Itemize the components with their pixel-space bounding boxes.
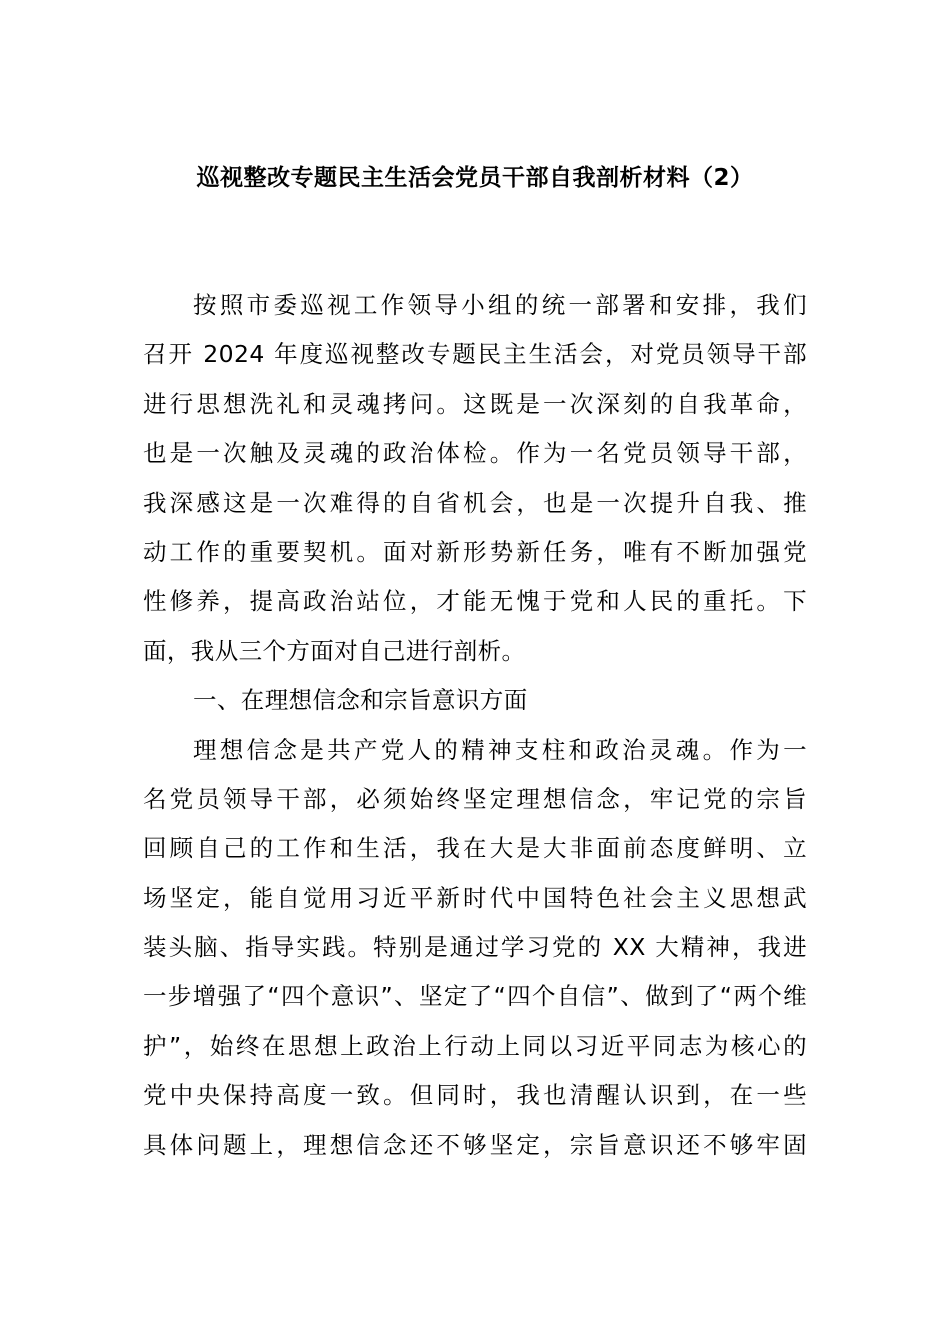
paragraph-line: 回顾自己的工作和生活，我在大是大非面前态度鲜明、立 <box>143 834 807 863</box>
paragraph-line: 装头脑、指导实践。特别是通过学习党的 XX 大精神，我进 <box>143 933 807 962</box>
paragraph-line: 召开 2024 年度巡视整改专题民主生活会，对党员领导干部 <box>143 340 807 369</box>
paragraph-line: 进行思想洗礼和灵魂拷问。这既是一次深刻的自我革命， <box>143 389 807 418</box>
section-heading: 一、在理想信念和宗旨意识方面 <box>193 686 528 715</box>
paragraph-line: 也是一次触及灵魂的政治体检。作为一名党员领导干部， <box>143 439 807 468</box>
paragraph-line: 按照市委巡视工作领导小组的统一部署和安排，我们 <box>193 291 807 319</box>
paragraph-line: 理想信念是共产党人的精神支柱和政治灵魂。作为一 <box>193 735 807 764</box>
paragraph-line: 具体问题上，理想信念还不够坚定，宗旨意识还不够牢固 <box>143 1130 807 1159</box>
paragraph-line: 场坚定，能自觉用习近平新时代中国特色社会主义思想武 <box>143 883 807 912</box>
paragraph-line: 名党员领导干部，必须始终坚定理想信念，牢记党的宗旨 <box>143 784 807 813</box>
paragraph-line: 护”，始终在思想上政治上行动上同以习近平同志为核心的 <box>143 1031 807 1060</box>
paragraph-line: 党中央保持高度一致。但同时，我也清醒认识到，在一些 <box>143 1081 807 1110</box>
document-title: 巡视整改专题民主生活会党员干部自我剖析材料（2） <box>196 165 754 191</box>
paragraph-line: 一步增强了“四个意识”、坚定了“四个自信”、做到了“两个维 <box>143 982 807 1011</box>
paragraph-line: 我深感这是一次难得的自省机会，也是一次提升自我、推 <box>143 488 807 517</box>
paragraph-line: 动工作的重要契机。面对新形势新任务，唯有不断加强党 <box>143 537 807 566</box>
paragraph-line: 面，我从三个方面对自己进行剖析。 <box>143 636 526 665</box>
paragraph-line: 性修养，提高政治站位，才能无愧于党和人民的重托。下 <box>143 587 807 616</box>
document-body <box>143 281 807 1170</box>
